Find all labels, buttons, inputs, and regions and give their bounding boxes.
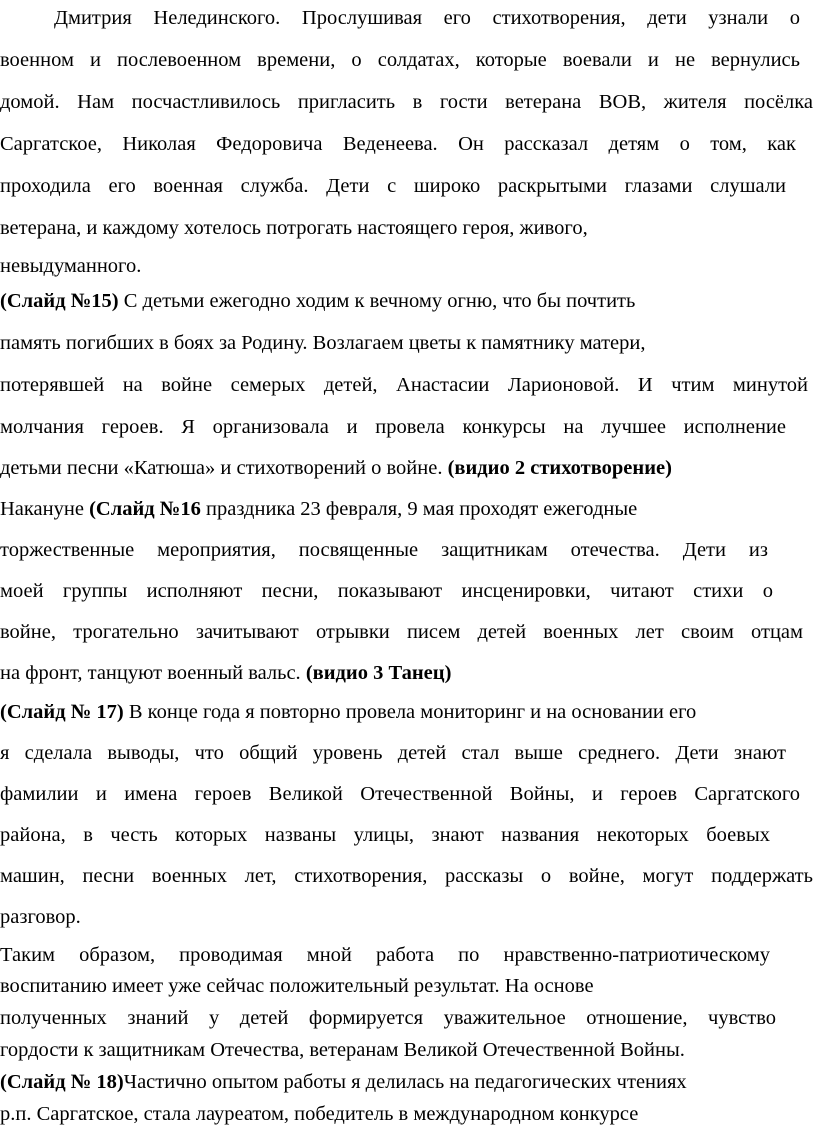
paragraph-4-line-6: р.п. Саргатское, стала лауреатом, победитель в международном конкурсе xyxy=(0,1103,639,1125)
video-2-label: (видио 2 стихотворение) xyxy=(447,457,672,479)
paragraph-2-line-8: моей группы исполняют песни, показывают инсценировки, читают стихи о xyxy=(0,580,773,602)
slide-18-label: (Слайд № 18) xyxy=(0,1071,124,1093)
paragraph-2-line-6-start: Накануне xyxy=(0,498,90,520)
paragraph-3-line-3: фамилии и имена героев Великой Отечественной Войны, и героев Саргатского xyxy=(0,783,800,805)
paragraph-2-line-3: потерявшей на войне семерых детей, Анастасии Ларионовой. И чтим минутой xyxy=(0,374,808,396)
paragraph-1-line-3: домой. Нам посчастливилось пригласить в гости ветерана ВОВ, жителя посёлка xyxy=(0,91,813,113)
paragraph-1-line-4: Саргатское, Николая Федоровича Веденеева. Он рассказал детям о том, как xyxy=(0,133,796,155)
slide-15-label: (Слайд №15) xyxy=(0,290,119,312)
paragraph-2-line-5 xyxy=(0,456,816,480)
paragraph-1-line-7: невыдуманного. xyxy=(0,255,142,277)
paragraph-2-line-7: торжественные мероприятия, посвященные защитникам отечества. Дети из xyxy=(0,539,768,561)
slide-17-label: (Слайд № 17) xyxy=(0,701,124,723)
paragraph-4-line-1: Таким образом, проводимая мной работа по нравственно-патриотическому xyxy=(0,944,770,966)
paragraph-1-line-6: ветерана, и каждому хотелось потрогать настоящего героя, живого, xyxy=(0,217,588,239)
paragraph-2-line-5-text: детьми песни «Катюша» и стихотворений о войне. xyxy=(0,457,448,479)
paragraph-3-line-5: машин, песни военных лет, стихотворения, рассказы о войне, могут поддержать xyxy=(0,865,813,887)
paragraph-1-line-5: проходила его военная служба. Дети с широко раскрытыми глазами слушали xyxy=(0,175,786,197)
paragraph-4-line-3: полученных знаний у детей формируется уважительное отношение, чувство xyxy=(0,1007,776,1029)
paragraph-1-line-2: военном и послевоенном времени, о солдатах, которые воевали и не вернулись xyxy=(0,49,800,71)
paragraph-4-line-4: гордости к защитникам Отечества, ветеранам Великой Отечественной Войны. xyxy=(0,1039,685,1061)
slide-16-label: (Слайд №16 xyxy=(89,498,201,520)
paragraph-4-line-5 xyxy=(0,1070,816,1094)
paragraph-2-line-6-text: праздника 23 февраля, 9 мая проходят ежегодные xyxy=(200,498,638,520)
paragraph-2-line-1-text: С детьми ежегодно ходим к вечному огню, что бы почтить xyxy=(118,290,636,312)
paragraph-3-line-4: района, в честь которых названы улицы, знают названия некоторых боевых xyxy=(0,824,770,846)
paragraph-3-line-2: я сделала выводы, что общий уровень детей стал выше среднего. Дети знают xyxy=(0,742,786,764)
paragraph-4-line-2: воспитанию имеет уже сейчас положительный результат. На основе xyxy=(0,975,594,997)
paragraph-2-line-10-text: на фронт, танцуют военный вальс. xyxy=(0,662,306,684)
paragraph-3-line-6: разговор. xyxy=(0,906,81,928)
paragraph-2-line-9: войне, трогательно зачитывают отрывки писем детей военных лет своим отцам xyxy=(0,621,803,643)
video-3-label: (видио 3 Танец) xyxy=(305,662,452,684)
paragraph-2-line-2: память погибших в боях за Родину. Возлагаем цветы к памятнику матери, xyxy=(0,332,646,354)
paragraph-2-line-4: молчания героев. Я организовала и провела конкурсы на лучшее исполнение xyxy=(0,416,786,438)
paragraph-3-line-1 xyxy=(0,700,816,724)
paragraph-2-line-1 xyxy=(0,289,816,313)
paragraph-2-line-6 xyxy=(0,497,816,521)
paragraph-4-line-5-text: Частично опытом работы я делилась на педагогических чтениях xyxy=(123,1071,687,1093)
paragraph-2-line-10 xyxy=(0,661,816,685)
paragraph-3-line-1-text: В конце года я повторно провела мониторинг и на основании его xyxy=(123,701,697,723)
paragraph-1-line-1: Дмитрия Нелединского. Прослушивая его стихотворения, дети узнали о xyxy=(54,7,800,29)
